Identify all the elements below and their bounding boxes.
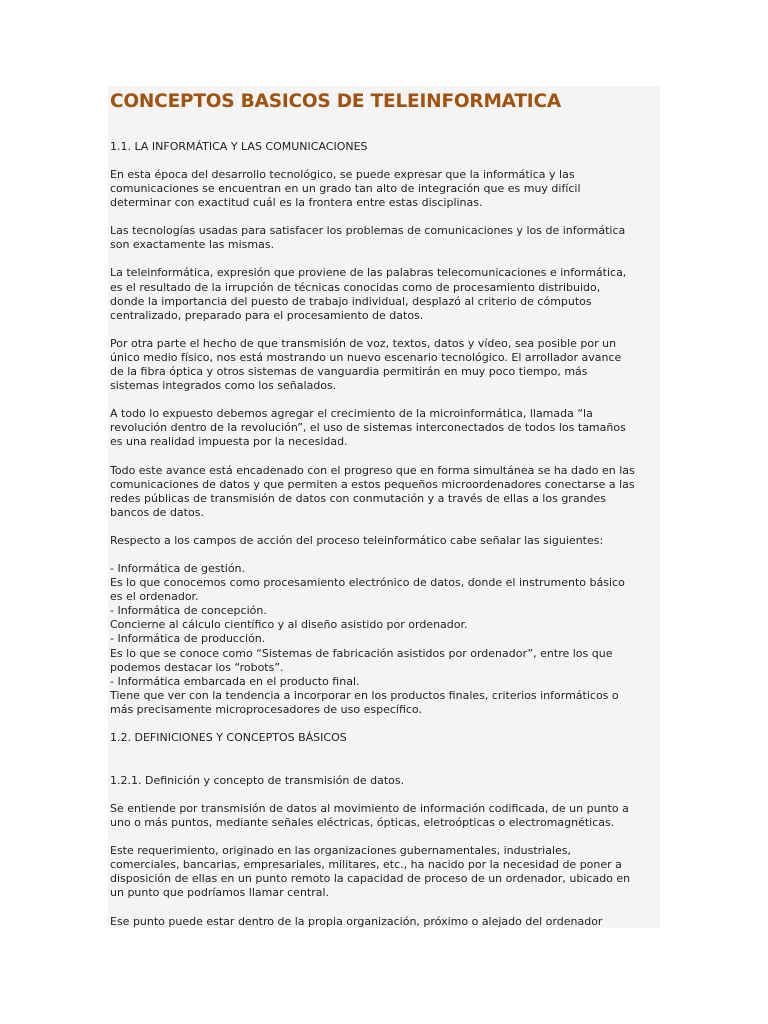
paragraph-6 bbox=[110, 464, 650, 520]
paragraph-7 bbox=[110, 534, 650, 548]
paragraph-line: Este requerimiento, originado en las organizaciones gubernamentales, industriales, bbox=[110, 844, 572, 858]
paragraph-line: bancos de datos. bbox=[110, 505, 204, 519]
paragraph-line: A todo lo expuesto debemos agregar el crecimiento de la microinformática, llamada “la bbox=[110, 407, 593, 421]
list-item: Es lo que se conoce como “Sistemas de fabricación asistidos por ordenador”, entre los que bbox=[110, 646, 613, 660]
paragraph-line: Todo este avance está encadenado con el progreso que en forma simultánea se ha dado en las bbox=[110, 463, 635, 477]
document-title: CONCEPTOS BASICOS DE TELEINFORMATICA bbox=[110, 91, 561, 112]
list-item: - Informática de concepción. bbox=[110, 604, 267, 618]
paragraph-line: sistemas integrados como los señalados. bbox=[110, 379, 337, 393]
paragraph-5 bbox=[110, 407, 650, 449]
paragraph-line: comunicaciones de datos y que permiten a estos pequeños microordenadores conectarse a las bbox=[110, 477, 635, 491]
paragraph-line: centralizado, preparado para el procesamiento de datos. bbox=[110, 308, 424, 322]
paragraph-line: revolución dentro de la revolución”, el uso de sistemas interconectados de todos los tamaños bbox=[110, 421, 626, 435]
section-heading-1-1: 1.1. LA INFORMÁTICA Y LAS COMUNICACIONES bbox=[110, 140, 368, 153]
list-item: Concierne al cálculo científico y al diseño asistido por ordenador. bbox=[110, 618, 468, 632]
paragraph-line: comerciales, bancarias, empresariales, militares, etc., ha nacido por la necesidad de poner a bbox=[110, 858, 622, 872]
paragraph-line: comunicaciones se encuentran en un grado tan alto de integración que es muy difícil bbox=[110, 182, 581, 196]
list-item: podemos destacar los “robots”. bbox=[110, 660, 284, 674]
paragraph-line: Ese punto puede estar dentro de la propia organización, próximo o alejado del ordenador bbox=[110, 914, 603, 928]
list-item: - Informática embarcada en el producto final. bbox=[110, 674, 360, 688]
list-item: - Informática de gestión. bbox=[110, 561, 246, 575]
list-item: es el ordenador. bbox=[110, 590, 199, 604]
paragraph-line: es el resultado de la irrupción de técnicas conocidas como de procesamiento distribuido, bbox=[110, 280, 601, 294]
paragraph-line: Se entiende por transmisión de datos al movimiento de información codificada, de un punto a bbox=[110, 802, 629, 815]
paragraph-line: determinar con exactitud cuál es la frontera entre estas disciplinas. bbox=[110, 196, 483, 210]
paragraph-line: disposición de ellas en un punto remoto la capacidad de proceso de un ordenador, ubicado en bbox=[110, 872, 631, 886]
paragraph-line: un punto que podríamos llamar central. bbox=[110, 886, 330, 900]
paragraph-4 bbox=[110, 337, 650, 393]
paragraph-line: Respecto a los campos de acción del proceso teleinformático cabe señalar las siguientes: bbox=[110, 533, 604, 547]
list-item: más precisamente microprocesadores de uso específico. bbox=[110, 702, 422, 716]
paragraph-line: son exactamente las mismas. bbox=[110, 238, 275, 252]
paragraph-3 bbox=[110, 266, 650, 322]
paragraph-line: de la fibra óptica y otros sistemas de vanguardia permitirán en muy poco tiempo, más bbox=[110, 365, 588, 379]
paragraph-line: uno o más puntos, mediante señales eléctricas, ópticas, eletroópticas o electromagnéticas. bbox=[110, 816, 615, 830]
paragraph-line: En esta época del desarrollo tecnológico, se puede expresar que la informática y las bbox=[110, 168, 575, 181]
paragraph-2 bbox=[110, 224, 650, 252]
paragraph-line: único medio físico, nos está mostrando un nuevo escenario tecnológico. El arrollador avance bbox=[110, 350, 622, 364]
paragraph-1 bbox=[110, 168, 650, 210]
paragraph-line: donde la importancia del puesto de trabajo individual, desplazó al criterio de cómputos bbox=[110, 294, 592, 308]
list-item: Tiene que ver con la tendencia a incorporar en los productos finales, criterios informáticos o bbox=[110, 688, 619, 702]
paragraph-line: Las tecnologías usadas para satisfacer los problemas de comunicaciones y los de informática bbox=[110, 224, 626, 238]
document-page bbox=[108, 86, 660, 928]
section-heading-1-2: 1.2. DEFINICIONES Y CONCEPTOS BÁSICOS bbox=[110, 731, 347, 744]
list-item: Es lo que conocemos como procesamiento electrónico de datos, donde el instrumento básico bbox=[110, 576, 625, 590]
section-heading-1-2-1: 1.2.1. Definición y concepto de transmisión de datos. bbox=[110, 774, 405, 787]
paragraph-line: redes públicas de transmisión de datos con conmutación y a través de ellas a los grandes bbox=[110, 491, 607, 505]
list-item: - Informática de producción. bbox=[110, 632, 266, 646]
paragraph-line: La teleinformática, expresión que proviene de las palabras telecomunicaciones e informática, bbox=[110, 266, 627, 280]
paragraph-11 bbox=[110, 915, 650, 928]
document-content bbox=[108, 86, 650, 928]
paragraph-9 bbox=[110, 802, 650, 830]
paragraph-line: Por otra parte el hecho de que transmisión de voz, textos, datos y vídeo, sea posible por un bbox=[110, 336, 617, 350]
paragraph-line: es una realidad impuesta por la necesidad. bbox=[110, 435, 348, 449]
paragraph-10 bbox=[110, 844, 650, 900]
paragraph-8-list bbox=[110, 562, 650, 717]
